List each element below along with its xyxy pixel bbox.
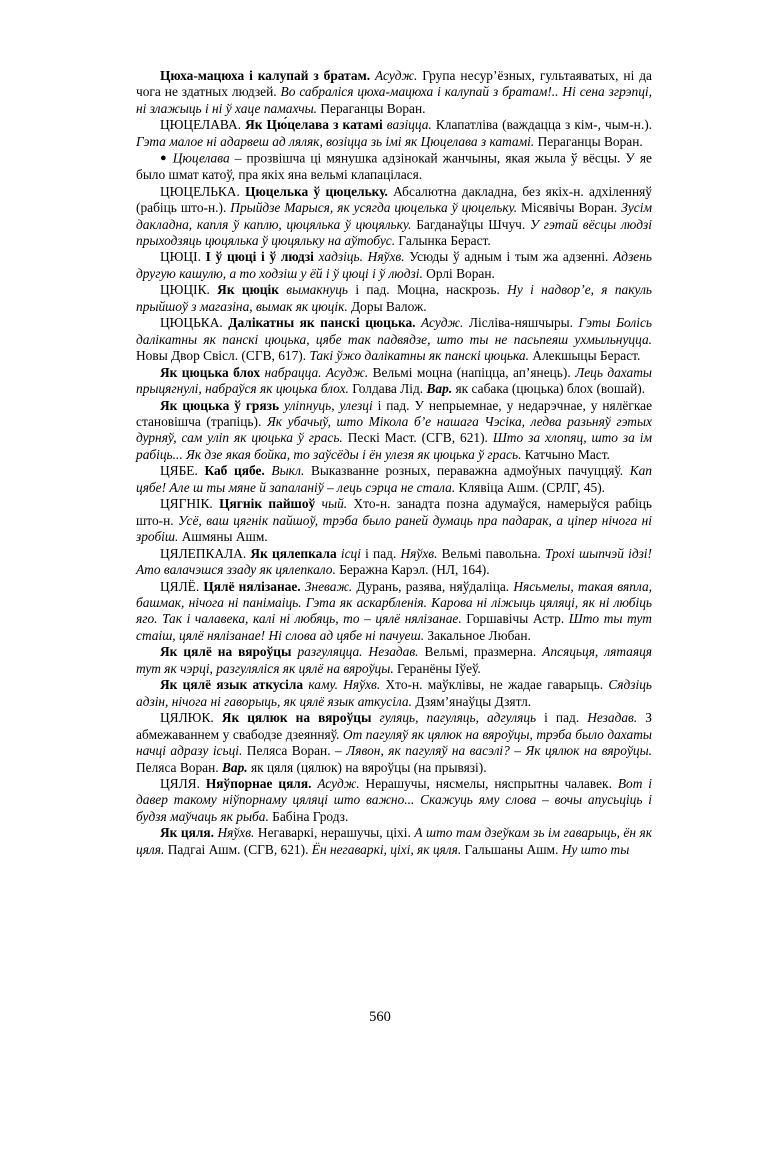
dictionary-entry: [136, 496, 652, 545]
entry-example: Асудж.: [311, 775, 360, 791]
entry-text: Абсалютна дакладна, без якіх-н. адхіленняў (рабіць што-н.).: [136, 183, 652, 216]
entry-text: ЦЯГНІК.: [160, 496, 220, 512]
entry-text: Бабіна Гродз.: [268, 808, 349, 824]
entry-example: Ён негаваркі, ціхі, як цяля.: [308, 841, 462, 857]
dictionary-entry: [136, 150, 652, 183]
entry-text: Клапатліва (важдацца з кім-, чым-н.).: [431, 117, 653, 133]
entry-example: Асудж.: [321, 364, 369, 380]
page-number: 560: [369, 1009, 391, 1025]
dictionary-entry: [136, 776, 652, 825]
entry-text: Вельмі моцна (напіцца, ап’янець).: [368, 364, 571, 380]
entry-example: Адзень другую кашулю, а то ходзіш у ёй і ў цюці і ў людзі.: [136, 249, 652, 281]
entry-example: набрацца.: [260, 364, 322, 380]
dictionary-entry: [136, 184, 652, 250]
entry-text: ЦЯЛЮК.: [160, 710, 222, 726]
entry-example: Гэты Болісь далікатны як панскі цюцька, цябе так падвядзе, што ты не пасьпеяш ухмыльнуцца.: [136, 315, 652, 347]
entry-text: Пераганцы Воран.: [317, 100, 426, 116]
entry-text: Катчыно Маст.: [521, 446, 610, 462]
entry-example: Зневаж.: [300, 578, 353, 594]
entry-example: ісці: [336, 545, 361, 561]
entry-example: Кап цябе! Але ш ты мяне й запаланіў – лець сэрца не стала.: [136, 463, 653, 495]
entry-phrase: Цялё нялізанае.: [203, 578, 301, 594]
entry-example: У гэтай вёсцы людзі прыходзяць цюцялька ў цюцялькy на аўтобус.: [136, 216, 652, 249]
entry-text: Выказванне розных, пераважна адмоўных пачуццяў.: [304, 463, 624, 479]
entry-text: як сабака (цюцька) блох (вошай).: [452, 381, 646, 397]
dictionary-entry: [136, 579, 652, 645]
entry-example: – Лявон, як пагуляў на васэлі? – Як цялюк на вяроўцы.: [335, 743, 653, 759]
entry-example: разгуляцца.: [291, 644, 363, 660]
entry-text: Місявічы Воран.: [517, 200, 618, 216]
entry-text: ЦЯБЕ.: [160, 463, 205, 479]
entry-phrase: Як цюцік: [217, 282, 279, 298]
entry-phrase: Цягнік пайшоў: [219, 496, 316, 512]
entry-example: Во сабраліся цюха-мацюха і калупай з братам!.. Ні сена згрэпці, ні злажыць і ні ў хаце памахчы.: [136, 84, 652, 116]
entry-text: Пеляса Воран.: [136, 759, 222, 775]
entry-example: Вот і давер такому ніўпорнаму цяляці што важно... Скажуць яму слова – вочы апусьціць і будзя маўчаць як рыба.: [136, 775, 652, 824]
entry-example: вымакнуць: [278, 282, 349, 298]
entry-example: уліпнуць, улезці: [279, 397, 373, 413]
entry-example: От пагуляў як цялюк на вяроўцы, трэба было дахаты начці адразу ісьці.: [136, 726, 652, 759]
entry-example: Што за хлопяц, што за ім рабіць... Як дзе якая бойка, то заўсёды і ён улезя як цюцька ў грась.: [136, 430, 652, 462]
entry-text: Нерашучы, нясмелы, няспрытны чалавек.: [359, 775, 612, 791]
entry-example: Асудж.: [415, 315, 464, 331]
entry-text: Закальное Любан.: [424, 627, 531, 643]
dictionary-entry: [136, 398, 652, 464]
entry-text: Падгаі Ашм. (СГВ, 621).: [164, 841, 309, 857]
entry-phrase: Каб цябе.: [204, 463, 265, 479]
dictionary-entry: [136, 282, 652, 315]
dictionary-entries-column: [136, 68, 652, 858]
entry-phrase: Як цялюк на вяроўцы: [221, 710, 372, 726]
entry-example: Незадав.: [579, 710, 638, 726]
entry-example: Апсяцьця, лятаяця тут як чэрці, разгуляліся як цялё на вяроўцы.: [136, 644, 652, 676]
dictionary-entry: [136, 644, 652, 677]
entry-phrase: Як цялё на вяроўцы: [160, 644, 292, 660]
dictionary-entry: [136, 68, 652, 117]
entry-text: і пад. Моцна, наскрозь.: [348, 282, 500, 298]
entry-phrase: Як цялепкала: [250, 545, 337, 561]
entry-example: Ну і надвор’е, я пакуль прыйшоў з магазіна, вымак як цюцік.: [136, 282, 652, 314]
entry-text: Усюды ў адным і тым жа адзенні.: [404, 249, 609, 265]
entry-example: хадзіць.: [313, 249, 363, 265]
dictionary-entry: [136, 249, 652, 282]
entry-text: Геранёны Іўеў.: [393, 660, 481, 676]
entry-example: Трохі шыпчэй ідзі! Ато валачэшся ззаду як цялепкало.: [136, 545, 652, 578]
entry-example: Няўхв.: [337, 677, 381, 693]
entry-text: Хто-н. занадта позна адумаўся, намерыўся рабіць што-н.: [136, 496, 652, 528]
entry-text: ЦЯЛЕПКАЛА.: [160, 545, 251, 561]
dictionary-entry: [136, 710, 652, 776]
dictionary-entry: [136, 546, 652, 579]
entry-example: Ну што ты: [558, 841, 630, 857]
entry-text: Доры Валож.: [347, 298, 427, 314]
entry-text: Клявіца Ашм. (СРЛГ, 45).: [455, 479, 606, 495]
entry-text: Дурань, разява, няўдаліца.: [352, 578, 510, 594]
entry-text: Горшавічы Астр.: [461, 611, 565, 627]
entry-text: Голдава Лід.: [348, 381, 427, 397]
entry-text: Гальшаны Ашм.: [461, 841, 559, 857]
entry-text: Беражна Карэл. (НЛ, 164).: [335, 562, 490, 578]
entry-text: ЦЮЦЕЛЬКА.: [160, 183, 246, 199]
entry-example: Такі ўжо далікатны як панскі цюцька.: [306, 348, 529, 364]
entry-example: Сядзіць адзін, нічога ні гаворыць, як цялё язык аткусіла.: [136, 677, 652, 709]
entry-text: Пераганцы Воран.: [534, 133, 643, 149]
entry-phrase: Цюцелька ў цюцельку.: [245, 183, 388, 199]
entry-example: Няўхв.: [213, 825, 255, 841]
entry-text: З абмежаваннем у свабодзе дзеянняў.: [136, 710, 652, 742]
entry-example: каму.: [303, 677, 338, 693]
entry-example: Прыйдзе Марыся, як усягда цюцелька ў цюцельку.: [226, 200, 518, 216]
entry-text: Негаваркі, нерашучы, ціхі.: [254, 825, 411, 841]
entry-phrase: Цюха-мацюха і калупай з братам.: [160, 68, 371, 83]
entry-example: Усё, ваш цягнік пайшоў, трэба было раней думаць пра падарак, а ціпер нічога ні зробіш.: [136, 512, 652, 545]
entry-phrase: Як цялё язык аткусіла: [160, 677, 304, 693]
entry-text: Вельмі, празмерна.: [418, 644, 537, 660]
entry-variant-marker: Вар.: [426, 381, 453, 397]
entry-example: Лець дахаты прыцягнулі, набраўся як цюцька блох.: [136, 364, 652, 397]
entry-variant-marker: Вар.: [221, 759, 248, 775]
entry-phrase: Далікатны як панскі цюцька.: [228, 315, 416, 331]
entry-text: Лісліва-няшчыры.: [463, 315, 573, 331]
entry-text: Орлі Воран.: [422, 265, 495, 281]
entry-text: Новы Двор Свісл. (СГВ, 617).: [136, 348, 307, 364]
entry-text: ЦЯЛЯ.: [160, 775, 206, 791]
entry-example: А што там дзеўкам зь ім гаварыць, ён як цяля.: [136, 825, 652, 857]
entry-phrase: Як цюцька блох: [160, 364, 261, 380]
entry-text: Дзям’янаўцы Дзятл.: [411, 693, 532, 709]
entry-example: Нясьмелы, такая вяпла, башмак, нічога ні панімаіць. Гэта як аскарбленія. Карова ні ліжыць цяляці, як ні любіць яго. Так і чалавека, калі ні любяць, то – цялё нялізанае.: [136, 578, 652, 627]
entry-example: Гэта малое ні адарвеш ад ляляк, возіцца зь імі як Цюцелава з катамі.: [136, 133, 535, 149]
entry-text: Галынка Бераст.: [395, 233, 491, 249]
entry-text: Пеляса Воран.: [242, 743, 336, 759]
entry-text: ЦЮЦЬКА.: [160, 315, 229, 331]
entry-text: ЦЮЦІК.: [160, 282, 218, 298]
entry-example: гуляць, пагуляць, адгуляць: [371, 710, 537, 726]
bullet-icon: ●: [160, 152, 173, 165]
entry-phrase: Няўпорнае цяля.: [205, 775, 312, 791]
entry-phrase: Як цяля.: [160, 825, 214, 841]
entry-example: Незадав.: [362, 644, 419, 660]
entry-text: Алекшыцы Бераст.: [528, 348, 641, 364]
entry-text: Хто-н. маўклівы, не жадае гаварыць.: [380, 677, 604, 693]
entry-example: Асудж.: [370, 68, 418, 83]
dictionary-entry: [136, 365, 652, 398]
entry-example: Выкл.: [264, 463, 305, 479]
entry-phrase: І ў цюці і ў людзі: [205, 249, 314, 265]
entry-text: як цяля (цялюк) на вяроўцы (на прывязі).: [247, 759, 487, 775]
entry-example: Цюцелава: [172, 150, 230, 166]
dictionary-entry: [136, 825, 652, 858]
dictionary-entry: [136, 117, 652, 150]
entry-phrase: Як цюцька ў грязь: [160, 397, 280, 413]
dictionary-entry: [136, 677, 652, 710]
entry-text: ЦЮЦЕЛАВА.: [160, 117, 246, 133]
entry-phrase: Як Цю́целава з катамі: [245, 117, 383, 133]
entry-example: Зусім дакладна, капля ў каплю, цюцялька ў цюцялькy.: [136, 200, 652, 232]
entry-text: і пад.: [536, 710, 580, 726]
entry-example: Што ты тут стаіш, цялё нялізанае! Ні слова ад цябе ні пачуеш.: [136, 611, 652, 643]
entry-example: вазіцца.: [382, 117, 432, 133]
entry-text: Багданаўцы Шчуч.: [411, 216, 526, 232]
entry-text: Пескі Маст. (СГВ, 621).: [342, 430, 488, 446]
entry-text: ЦЯЛЁ.: [160, 578, 204, 594]
entry-text: Група несур’ёзных, гультаяватых, ні да чога не здатных людзей.: [136, 68, 652, 100]
entry-text: Вельмі павольна.: [437, 545, 541, 561]
entry-example: Няўхв.: [362, 249, 405, 265]
dictionary-entry: [136, 463, 652, 496]
entry-example: Няўхв.: [396, 545, 438, 561]
dictionary-entry: [136, 315, 652, 364]
entry-text: ЦЮЦІ.: [160, 249, 206, 265]
entry-text: – прозвішча ці мянушка адзінокай жанчыны, якая жыла ў вёсцы. У яе было шмат катоў, пра якіх яна вельмі клапацілася.: [136, 150, 652, 183]
entry-example: Як убачыў, што Мікола б’е нашага Чэсіка, ледва разьняў гэтых дурняў, сам уліп як цюцька ў грась.: [136, 414, 652, 446]
entry-text: і пад. У непрыемнае, у недарэчнае, у нялёгкае становішча (трапіць).: [136, 397, 653, 430]
entry-text: Ашмяны Ашм.: [178, 529, 268, 545]
entry-text: і пад.: [360, 545, 397, 561]
entry-example: чый.: [315, 496, 348, 512]
